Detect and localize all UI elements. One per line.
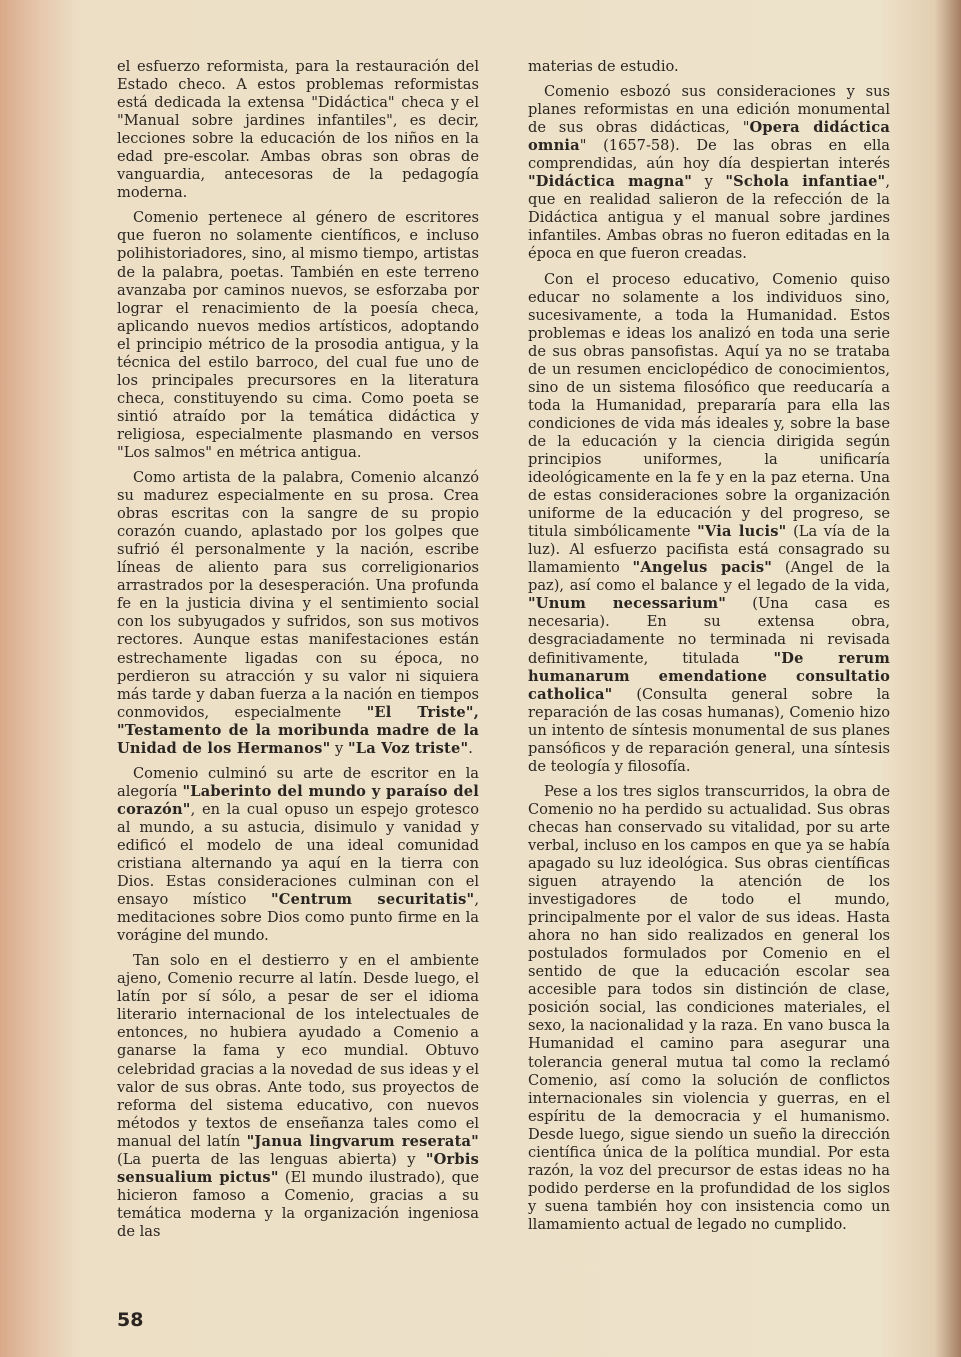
paragraph: Comenio culminó su arte de escritor en la alegoría "Laberinto del mundo y paraíso del corazón", en la cual opuso un espejo grotesco al mundo, a su astucia, disimulo y vanidad y edificó el modelo de una ideal comunidad cristiana alternando ya aquí en la tierra con Dios. Estas consideraciones culminan con el ensayo místico "Centrum securitatis", meditaciones sobre Dios como punto firme en la vorágine del mundo. bbox=[117, 764, 479, 945]
paragraph: Como artista de la palabra, Comenio alcanzó su madurez especialmente en su prosa. Crea obras escritas con la sangre de su propio corazón cuando, aplastado por los golpes que sufrió él personalmente y la nación, escribe líneas de aliento para sus correligionarios arrastrados por la desesperación. Una profunda fe en la justicia divina y el sentimiento social con los subyugados y sufridos, son sus motivos rectores. Aunque estas manifestaciones están estrechamente ligadas con su época, no perdieron su atracción y su valor ni siquiera más tarde y daban fuerza a la nación en tiempos conmovidos, especialmente "El Triste", "Testamento de la moribunda madre de la Unidad de los Hermanos" y "La Voz triste". bbox=[117, 469, 479, 757]
left-text-column bbox=[117, 58, 479, 1241]
paragraph: materias de estudio. bbox=[528, 58, 679, 75]
page-number: 58 bbox=[117, 1309, 144, 1331]
paragraph: el esfuerzo reformista, para la restauración del Estado checo. A estos problemas reformistas está dedicada la extensa "Didáctica" checa y el "Manual sobre jardines infantiles", es decir, lecciones sobre la educación de los niños en la edad pre-escolar. Ambas obras son obras de vanguardia, antecesoras de la pedagogía moderna. bbox=[117, 58, 479, 202]
paragraph: Tan solo en el destierro y en el ambiente ajeno, Comenio recurre al latín. Desde luego, el latín por sí sólo, a pesar de ser el idioma literario internacional de los intelectuales de entonces, no hubiera ayudado a Comenio a ganarse la fama y eco mundial. Obtuvo celebridad gracias a la novedad de sus ideas y el valor de sus obras. Ante todo, sus proyectos de reforma del sistema educativo, con nuevos métodos y textos de enseñanza tales como el manual del latín "Janua lingvarum reserata" (La puerta de las lenguas abierta) y "Orbis sensualium pictus" (El mundo ilustrado), que hicieron famoso a Comenio, gracias a su temática moderna y la organización ingeniosa de las bbox=[117, 952, 480, 1240]
paragraph: Con el proceso educativo, Comenio quiso educar no solamente a los individuos sino, sucesivamente, a toda la Humanidad. Estos problemas e ideas los analizó en toda una serie de sus obras pansofistas. Aquí ya no se trataba de un resumen enciclopédico de conocimientos, sino de un sistema filosófico que reeducaría a toda la Humanidad, prepararía para ella las condiciones de vida más ideales y, sobre la base de la educación y la ciencia dirigida según principios uniformes, la unificaría ideológicamente en la fe y en la paz eterna. Una de estas consideraciones sobre la organización uniforme de la educación y del progreso, se titula simbólicamente "Via lucis" (La vía de la luz). Al esfuerzo pacifista está consagrado su llamamiento "Angelus pacis" (Angel de la paz), así como el balance y el legado de la vida, "Unum necessarium" (Una casa es necesaria). En su extensa obra, desgraciadamente no terminada ni revisada definitivamente, titulada "De rerum humanarum emendatione consultatio catholica" (Consulta general sobre la reparación de las cosas humanas), Comenio hizo un intento de síntesis monumental de sus planes pansóficos y de reparación general, una síntesis de teología y filosofía. bbox=[528, 270, 891, 775]
right-text-column bbox=[528, 58, 890, 1234]
paragraph: Comenio esbozó sus consideraciones y sus planes reformistas en una edición monumental de sus obras didácticas, "Opera didáctica omnia" (1657-58). De las obras en ella comprendidas, aún hoy día despiertan interés "Didáctica magna" y "Schola infantiae", que en realidad salieron de la refección de la Didáctica antigua y el manual sobre jardines infantiles. Ambas obras no fueron editadas en la época en que fueron creadas. bbox=[528, 83, 891, 263]
paragraph: Comenio pertenece al género de escritores que fueron no solamente científicos, e incluso polihistoriadores, sino, al mismo tiempo, artistas de la palabra, poetas. También en este terreno avanzaba por caminos nuevos, se esforzaba por lograr el renacimiento de la poesía checa, aplicando nuevos medios artísticos, adoptando el principio métrico de la prosodia antigua, y la técnica del estilo barroco, del cual fue uno de los principales precursores en la literatura checa, constituyendo su cima. Como poeta se sintió atraído por la temática didáctica y religiosa, especialmente plasmando en versos "Los salmos" en métrica antigua. bbox=[117, 209, 479, 461]
paragraph: Pese a los tres siglos transcurridos, la obra de Comenio no ha perdido su actualidad. Sus obras checas han conservado su vitalidad, por su arte verbal, incluso en los campos en que ya se había apagado su luz ideológica. Sus obras científicas siguen atrayendo la atención de los investigadores de todo el mundo, principalmente por el valor de sus ideas. Hasta ahora no han sido realizados en general los postulados formulados por Comenio en el sentido de que la educación escolar sea accesible para todos sin distinción de clase, posición social, las condiciones materiales, el sexo, la nacionalidad y la raza. En vano busca la Humanidad el camino para asegurar una tolerancia general mutua tal como la reclamó Comenio, así como la solución de conflictos internacionales sin violencia y guerras, en el espíritu de la democracia y el humanismo. Desde luego, sigue siendo un sueño la dirección científica única de la política mundial. Por esta razón, la voz del precursor de estas ideas no ha podido perderse en la profundidad de los siglos y suena también hoy con insistencia como un llamamiento actual de legado no cumplido. bbox=[528, 782, 890, 1233]
